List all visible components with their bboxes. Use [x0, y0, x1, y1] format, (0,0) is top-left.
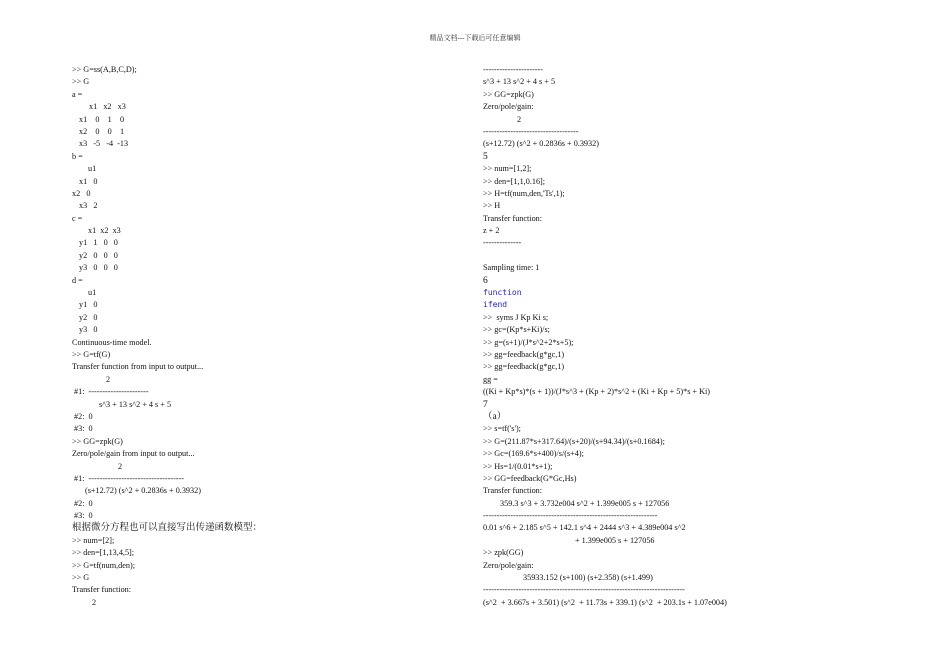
text-line: 6 [483, 275, 488, 286]
text-line: ifend [483, 300, 508, 310]
text-line: >> zpk(GG) [483, 548, 524, 558]
text-line: >> num=[2]; [72, 535, 115, 545]
text-line: >> gc=(Kp*s+Ki)/s; [483, 325, 550, 335]
text-line: Zero/pole/gain from input to output... [72, 449, 195, 459]
text-line: >> Gc=(169.6*s+400)/s/(s+4); [483, 449, 584, 459]
text-line: >> G=ss(A,B,C,D); [72, 65, 137, 74]
text-line: Transfer function: [483, 486, 543, 496]
text-line: >> s=tf('s'); [483, 424, 521, 434]
page-header: 精品文档---下载后可任意编辑 [429, 34, 521, 42]
text-line: y3 0 [79, 325, 98, 335]
text-line: x1 x2 x3 [89, 102, 126, 112]
text-line: >> H [483, 201, 501, 211]
text-line: 359.3 s^3 + 3.732e004 s^2 + 1.399e005 s + 127056 [500, 498, 670, 508]
text-line: ---------------------------------------------------------------- [483, 511, 658, 521]
text-line: 5 [483, 151, 488, 162]
text-line: #1: ---------------------- [74, 387, 149, 397]
text-line: y1 0 [79, 300, 98, 310]
text-line: y2 0 0 0 [79, 250, 118, 260]
text-line: #1: ----------------------------------- [74, 473, 184, 483]
text-line: >> GG=zpk(G) [483, 89, 534, 99]
text-line: >> Hs=1/(0.01*s+1); [483, 461, 553, 471]
text-line: Transfer function from input to output... [72, 362, 204, 372]
text-line: s^3 + 13 s^2 + 4 s + 5 [99, 399, 172, 409]
text-line: 2 [517, 114, 522, 124]
text-line: x1 0 1 0 [79, 114, 125, 124]
text-line: x3 2 [79, 201, 98, 211]
text-line: y3 0 0 0 [79, 263, 118, 273]
text-line: #2: 0 [74, 498, 93, 508]
text-line: b = [72, 151, 83, 161]
text-line: gg = [483, 374, 498, 384]
text-line: ---------------------- [483, 65, 543, 74]
text-line: y2 0 [79, 312, 98, 322]
text-line: a = [72, 89, 83, 99]
text-line: d = [72, 275, 83, 285]
text-line: >> gg=feedback(g*gc,1) [483, 349, 565, 359]
text-line: 2 [118, 461, 123, 471]
text-line: x3 -5 -4 -13 [79, 139, 129, 149]
text-line: u1 [88, 164, 97, 174]
right-column [483, 64, 903, 609]
text-line [483, 250, 903, 262]
text-line: s^3 + 13 s^2 + 4 s + 5 [483, 77, 556, 87]
text-line: y1 1 0 0 [79, 238, 118, 248]
text-line: Transfer function: [72, 585, 132, 595]
left-column [72, 64, 452, 609]
text-line: ((Ki + Kp*s)*(s + 1))/(J*s^3 + (Kp + 2)*s^2 + (Ki + Kp + 5)*s + Ki) [483, 387, 711, 397]
text-line: -------------------------------------------------------------------------- [483, 585, 685, 595]
text-line: (s+12.72) (s^2 + 0.2836s + 0.3932) [85, 486, 201, 496]
text-line: (s+12.72) (s^2 + 0.2836s + 0.3932) [483, 139, 599, 149]
text-line: >> G=tf(G) [72, 349, 111, 359]
text-line: function [483, 288, 522, 298]
text-line: >> den=[1,1,0.16]; [483, 176, 546, 186]
text-line: Continuous-time model. [72, 337, 152, 347]
text-line: >> GG=feedback(G*Gc,Hs) [483, 473, 577, 483]
text-line: x1 0 [79, 176, 98, 186]
text-line: >> gg=feedback(g*gc,1) [483, 362, 565, 372]
text-line: Zero/pole/gain: [483, 102, 534, 112]
text-line: x2 0 [72, 188, 91, 198]
text-line: Sampling time: 1 [483, 263, 540, 273]
text-line: >> den=[1,13,4,5]; [72, 548, 135, 558]
text-line: + 1.399e005 s + 127056 [575, 535, 655, 545]
text-line: 35933.152 (s+100) (s+2.358) (s+1.499) [523, 573, 653, 583]
text-line: x1 x2 x3 [88, 226, 121, 236]
text-line: >> syms J Kp Ki s; [483, 312, 549, 322]
text-line: x2 0 0 1 [79, 126, 125, 136]
text-line: Transfer function: [483, 213, 543, 223]
text-line: >> GG=zpk(G) [72, 436, 123, 446]
text-line: >> H=tf(num,den,'Ts',1); [483, 188, 565, 198]
text-line: #3: 0 [74, 424, 93, 434]
text-line: 根据微分方程也可以直接写出传递函数模型： [72, 523, 263, 534]
text-line: 7 [483, 399, 488, 410]
text-line: Zero/pole/gain: [483, 560, 534, 570]
text-line: u1 [88, 288, 97, 298]
text-line: >> G [72, 77, 90, 87]
text-line: (s^2 + 3.667s + 3.501) (s^2 + 11.73s + 339.1) (s^2 + 203.1s + 1.07e004) [483, 597, 727, 607]
text-line: c = [72, 213, 83, 223]
text-line: （a） [483, 411, 507, 422]
text-line: 2 [92, 597, 97, 607]
text-line: #3: 0 [74, 511, 93, 521]
text-line: >> num=[1,2]; [483, 164, 532, 174]
text-line: #2: 0 [74, 411, 93, 421]
text-line: 2 [106, 374, 111, 384]
text-line: >> G [72, 573, 90, 583]
text-line: >> G=tf(num,den); [72, 560, 135, 570]
text-line: ----------------------------------- [483, 126, 579, 136]
text-line: >> g=(s+1)/(J*s^2+2*s+5); [483, 337, 574, 347]
text-line: -------------- [483, 238, 522, 248]
text-line: 0.01 s^6 + 2.185 s^5 + 142.1 s^4 + 2444 s^3 + 4.389e004 s^2 [483, 523, 686, 533]
text-line: >> G=(211.87*s+317.64)/(s+20)/(s+94.34)/(s+0.1684); [483, 436, 665, 446]
text-line: z + 2 [483, 226, 500, 236]
